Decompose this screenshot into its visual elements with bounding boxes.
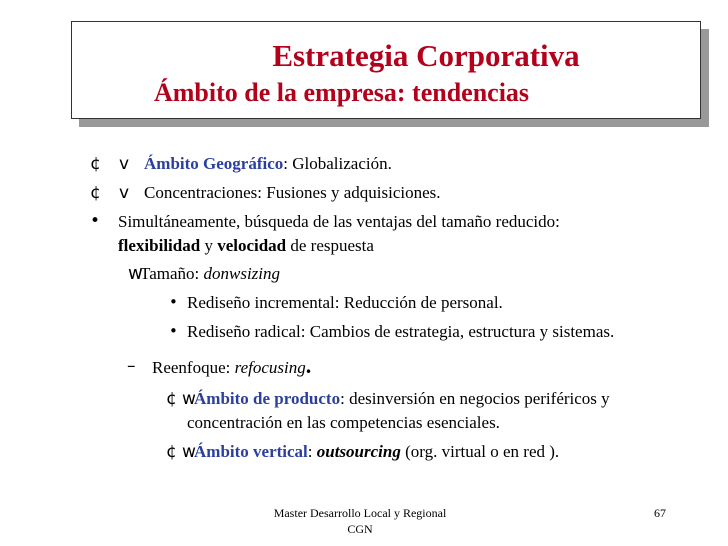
bullet-cent-2: ¢ bbox=[90, 183, 101, 203]
flexibilidad: flexibilidad bbox=[118, 236, 201, 255]
item-simultaneamente-2 bbox=[118, 236, 374, 256]
bullet-cent-4: ¢ bbox=[166, 442, 177, 462]
title-box bbox=[71, 21, 701, 119]
bullet-v-1: v bbox=[119, 154, 130, 174]
item-producto-2: concentración en las competencias esenciales. bbox=[187, 413, 500, 432]
bullet-dot-3: • bbox=[169, 322, 178, 340]
w-bullet-2: w bbox=[182, 389, 196, 409]
bullet-cent-3: ¢ bbox=[166, 389, 177, 409]
prod-text: : desinversión en negocios periféricos y bbox=[340, 389, 610, 408]
prod-label: Ámbito de producto bbox=[194, 389, 341, 408]
w-bullet-3: w bbox=[182, 442, 196, 462]
tam-label: Tamaño: bbox=[140, 264, 204, 283]
item-vertical bbox=[194, 442, 559, 462]
page-number: 67 bbox=[654, 506, 666, 520]
bullet-dot-2: • bbox=[169, 293, 178, 311]
reenf-label: Reenfoque: bbox=[152, 358, 235, 377]
slide-subtitle: Ámbito de la empresa: tendencias bbox=[154, 78, 530, 107]
respuesta: de respuesta bbox=[286, 236, 374, 255]
geo-label: Ámbito Geográfico bbox=[144, 154, 284, 173]
item-rediseno-incremental: Rediseño incremental: Reducción de personal. bbox=[187, 293, 503, 312]
bullet-dot-1: • bbox=[90, 211, 101, 231]
footer-text bbox=[240, 505, 480, 537]
item-reenfoque bbox=[152, 353, 312, 378]
velocidad: velocidad bbox=[217, 236, 287, 255]
w-bullet-1: w bbox=[128, 263, 143, 284]
slide-title: Estrategia Corporativa bbox=[272, 38, 580, 73]
bullet-v-2: v bbox=[119, 183, 130, 203]
vert-colon: : bbox=[307, 442, 317, 461]
tam-italic: donwsizing bbox=[203, 264, 281, 283]
item-concentraciones: Concentraciones: Fusiones y adquisiciones. bbox=[144, 183, 441, 202]
vert-italic: outsourcing bbox=[316, 442, 401, 461]
geo-text: : Globalización. bbox=[283, 154, 392, 173]
dash-bullet: – bbox=[127, 356, 136, 376]
vert-text: (org. virtual o en red ). bbox=[400, 442, 560, 461]
item-simultaneamente-1: Simultáneamente, búsqueda de las ventajas del tamaño reducido: bbox=[118, 212, 560, 231]
conj-y: y bbox=[200, 236, 218, 255]
reenf-end: . bbox=[305, 353, 312, 378]
item-producto bbox=[194, 389, 610, 409]
footer-line1: Master Desarrollo Local y Regional bbox=[273, 506, 447, 520]
item-geografico bbox=[144, 154, 392, 174]
item-rediseno-radical: Rediseño radical: Cambios de estrategia, estructura y sistemas. bbox=[187, 322, 615, 341]
bullet-cent-1: ¢ bbox=[90, 154, 101, 174]
reenf-italic: refocusing bbox=[234, 358, 306, 377]
item-tamano bbox=[140, 264, 280, 284]
vert-label: Ámbito vertical bbox=[194, 442, 308, 461]
footer-line2: CGN bbox=[347, 522, 373, 536]
